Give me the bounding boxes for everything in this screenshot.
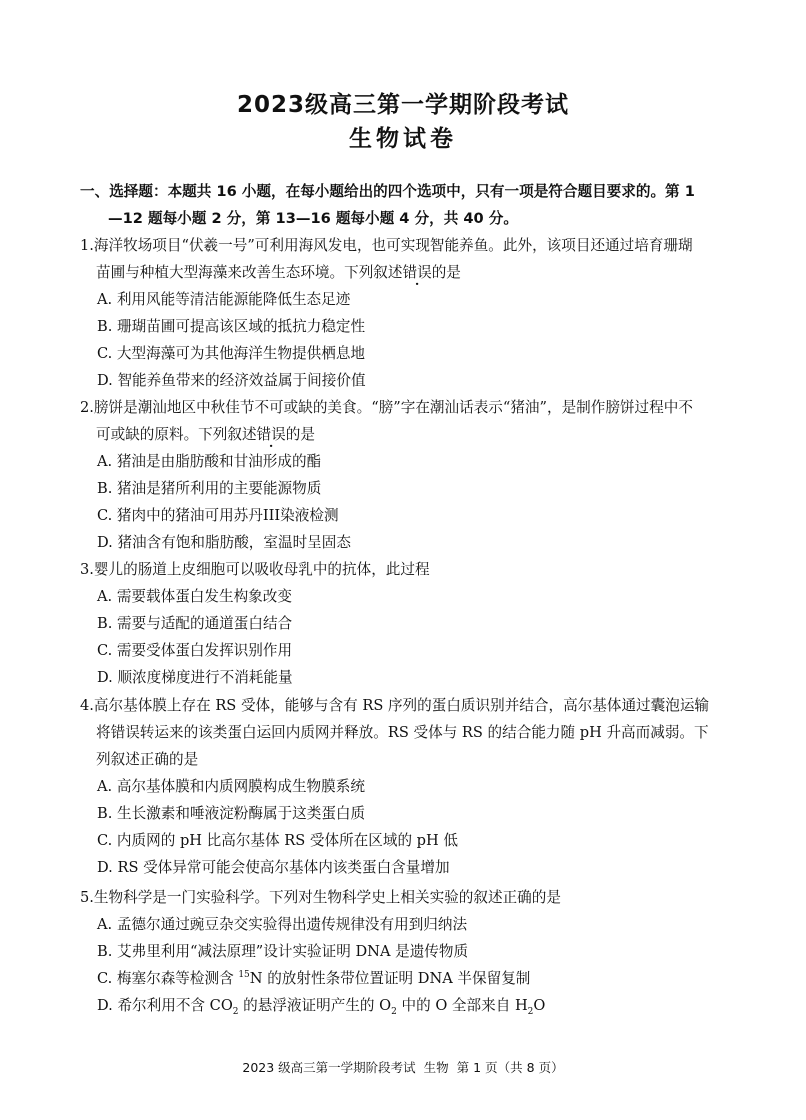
option-text: C. 梅塞尔森等检测含 [97, 970, 239, 987]
stem-text: 的是 [285, 426, 315, 443]
option-d: D. RS 受体异常可能会使高尔基体内该类蛋白含量增加 [97, 859, 450, 876]
question-5 [80, 884, 732, 1019]
option-b: B. 生长激素和唾液淀粉酶属于这类蛋白质 [97, 805, 366, 822]
question-4 [80, 692, 732, 881]
question-stem [80, 394, 732, 448]
option-d [80, 992, 732, 1019]
option-d: D. 猪油含有饱和脂肪酸，室温时呈固态 [97, 534, 351, 551]
option-a: A. 高尔基体膜和内质网膜构成生物膜系统 [97, 778, 365, 795]
subscript: 2 [232, 1006, 239, 1017]
footer-subject: 生物 [423, 1060, 449, 1075]
option-b: B. 珊瑚苗圃可提高该区域的抵抗力稳定性 [97, 318, 366, 335]
question-stem: 5.生物科学是一门实验科学。下列对生物科学史上相关实验的叙述正确的是 [80, 889, 561, 906]
page-footer [0, 1058, 806, 1076]
emphasis-text: 错误 [256, 426, 286, 443]
footer-page-suffix: 页） [538, 1060, 564, 1075]
option-a: A. 孟德尔通过豌豆杂交实验得出遗传规律没有用到归纳法 [97, 916, 468, 933]
question-3 [80, 556, 732, 691]
option-c: C. 需要受体蛋白发挥识别作用 [97, 642, 293, 659]
question-1 [80, 232, 732, 394]
option-c [80, 965, 732, 992]
option-a: A. 需要载体蛋白发生构象改变 [97, 588, 292, 605]
footer-page-mid: 页（共 [485, 1060, 523, 1075]
section-heading-line2: —12 题每小题 2 分，第 13—16 题每小题 4 分，共 40 分。 [108, 210, 518, 227]
option-c: C. 猪肉中的猪油可用苏丹III染液检测 [97, 507, 339, 524]
stem-text: 苗圃与种植大型海藻来改善生态环境。下列叙述 [96, 264, 403, 281]
footer-total-pages: 8 [526, 1060, 535, 1075]
option-b: B. 需要与适配的通道蛋白结合 [97, 615, 293, 632]
footer-page-number: 1 [473, 1060, 482, 1075]
option-text: N 的放射性条带位置证明 DNA 半保留复制 [249, 970, 531, 987]
option-a: A. 利用风能等清洁能源能降低生态足迹 [97, 291, 351, 308]
stem-line: 2.膀饼是潮汕地区中秋佳节不可或缺的美食。“膀”字在潮汕话表示“猪油”，是制作膀饼过程中不 [80, 399, 693, 416]
stem-line: 4.高尔基体膜上存在 RS 受体，能够与含有 RS 序列的蛋白质识别并结合，高尔基体通过囊泡运输 [80, 697, 710, 714]
superscript: 15 [238, 970, 250, 981]
question-2 [80, 394, 732, 556]
stem-line: 1.海洋牧场项目“伏羲一号”可利用海风发电，也可实现智能养鱼。此外，该项目还通过培育珊瑚 [80, 237, 693, 254]
option-d: D. 顺浓度梯度进行不消耗能量 [97, 669, 293, 686]
stem-line [80, 421, 732, 448]
stem-line [80, 259, 732, 286]
page-title: 2023级高三第一学期阶段考试 [236, 92, 569, 118]
footer-exam: 2023 级高三第一学期阶段考试 [242, 1060, 416, 1075]
footer-page-prefix: 第 [456, 1060, 470, 1075]
stem-text: 可或缺的原料。下列叙述 [96, 426, 257, 443]
option-b: B. 猪油是猪所利用的主要能源物质 [97, 480, 322, 497]
option-a: A. 猪油是由脂肪酸和甘油形成的酯 [97, 453, 322, 470]
section-heading-line1: 一、选择题：本题共 16 小题，在每小题给出的四个选项中，只有一项是符合题目要求的。第 1 [80, 183, 695, 200]
stem-line: 列叙述正确的是 [96, 751, 199, 768]
question-stem: 3.婴儿的肠道上皮细胞可以吸收母乳中的抗体，此过程 [80, 561, 430, 578]
option-text: 中的 O 全部来自 H [396, 997, 528, 1014]
option-d: D. 智能养鱼带来的经济效益属于间接价值 [97, 372, 366, 389]
question-stem [80, 232, 732, 286]
emphasis-text: 错误 [402, 264, 432, 281]
option-text: 的悬浮液证明产生的 O [238, 997, 392, 1014]
question-stem [80, 692, 732, 773]
subscript: 2 [527, 1006, 534, 1017]
section-heading [80, 178, 732, 232]
stem-text: 的是 [431, 264, 461, 281]
stem-line: 将错误转运来的该类蛋白运回内质网并释放。RS 受体与 RS 的结合能力随 pH 升高而减弱。下 [96, 724, 709, 741]
option-text: O [533, 997, 546, 1014]
subscript: 2 [391, 1006, 397, 1017]
page-subtitle: 生物试卷 [349, 126, 457, 152]
option-c: C. 内质网的 pH 比高尔基体 RS 受体所在区域的 pH 低 [97, 832, 458, 849]
option-text: D. 希尔利用不含 CO [97, 997, 233, 1014]
option-c: C. 大型海藻可为其他海洋生物提供栖息地 [97, 345, 366, 362]
option-b: B. 艾弗里利用“减法原理”设计实验证明 DNA 是遗传物质 [97, 943, 469, 960]
